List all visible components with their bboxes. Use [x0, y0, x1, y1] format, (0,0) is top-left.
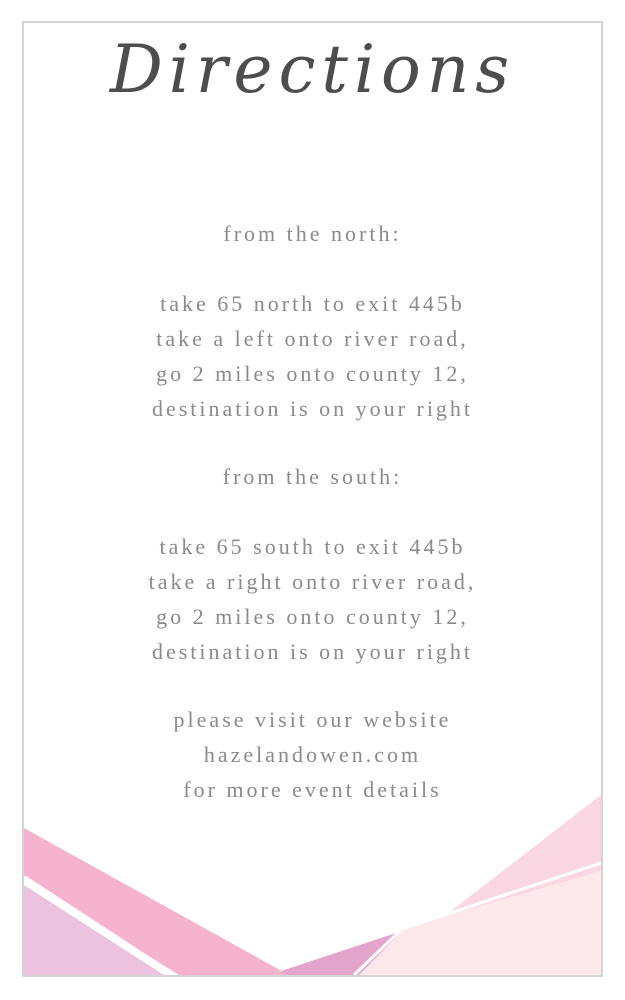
- pink-geometric-decoration: [24, 23, 601, 975]
- south-line: destination is on your right: [151, 639, 474, 664]
- pink-pale-shape: [344, 871, 601, 975]
- south-line: take 65 south to exit 445b: [159, 534, 466, 559]
- website-url: hazelandowen.com: [203, 742, 422, 767]
- footer-line: for more event details: [183, 777, 442, 802]
- north-line: take a left onto river road,: [156, 326, 469, 351]
- north-line: go 2 miles onto county 12,: [156, 361, 469, 386]
- footer-line: please visit our website: [173, 707, 452, 732]
- card-title: Directions: [109, 31, 516, 108]
- north-line: destination is on your right: [151, 396, 474, 421]
- south-line: take a right onto river road,: [148, 569, 477, 594]
- south-heading: from the south:: [222, 464, 403, 489]
- south-line: go 2 miles onto county 12,: [156, 604, 469, 629]
- directions-card: [22, 21, 603, 977]
- north-heading: from the north:: [223, 221, 402, 246]
- north-line: take 65 north to exit 445b: [160, 291, 465, 316]
